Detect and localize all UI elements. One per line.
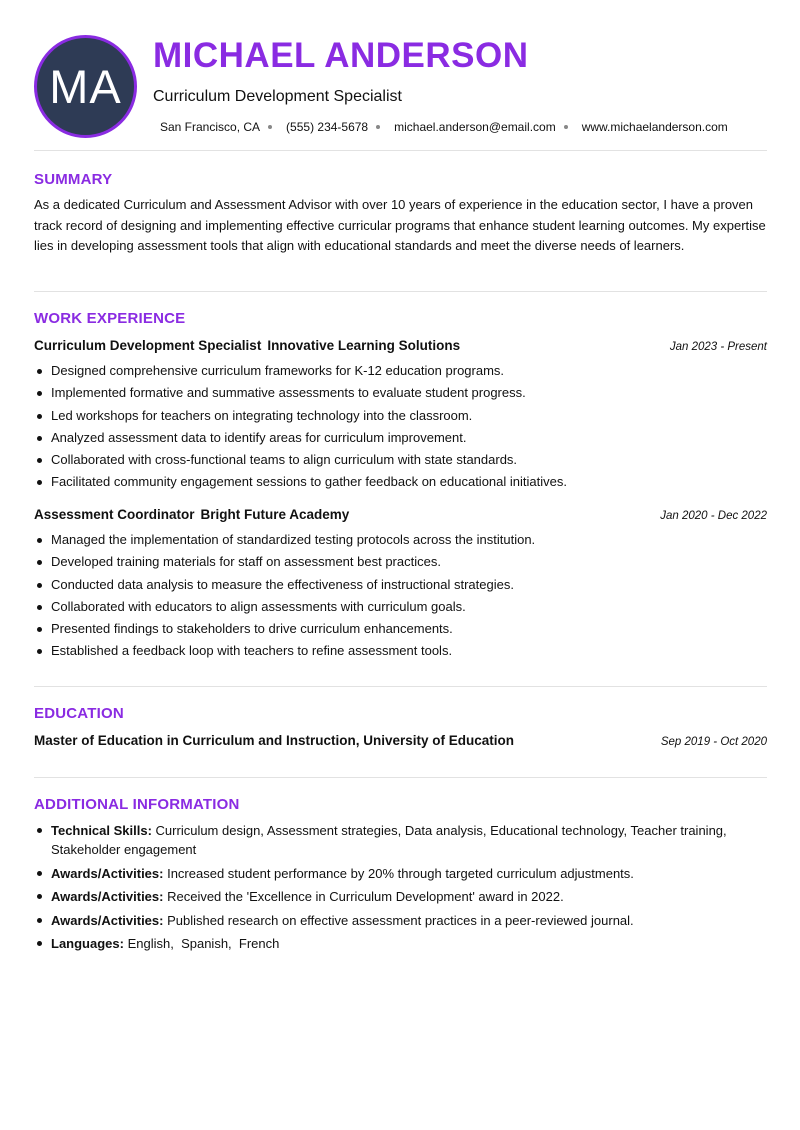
- item-text: Curriculum design, Assessment strategies, Data analysis, Educational technology, Teacher training, Stakeholder engagement: [51, 823, 727, 857]
- summary-text: As a dedicated Curriculum and Assessment Advisor with over 10 years of experience in the education sector, I have a proven track record of designing and implementing effective curricular programs that enhance student learning outcomes. My expertise lies in developing assessment tools that align with educational standards and meet the diverse needs of learners.: [34, 197, 766, 253]
- job-header: [34, 338, 767, 353]
- list-item: Established a feedback loop with teachers to refine assessment tools.: [34, 640, 767, 662]
- job-bullets: [34, 529, 767, 663]
- education-heading: EDUCATION: [34, 705, 124, 722]
- item-text: Received the 'Excellence in Curriculum Development' award in 2022.: [167, 889, 564, 904]
- job-dates: Jan 2020 - Dec 2022: [660, 510, 767, 522]
- additional-heading: ADDITIONAL INFORMATION: [34, 796, 240, 813]
- item-label: Languages:: [51, 936, 124, 951]
- list-item: Collaborated with cross-functional teams to align curriculum with state standards.: [34, 449, 767, 471]
- list-item: Collaborated with educators to align assessments with curriculum goals.: [34, 596, 767, 618]
- list-item: Designed comprehensive curriculum frameworks for K-12 education programs.: [34, 360, 767, 382]
- divider: [34, 291, 767, 292]
- job-role: Assessment Coordinator: [34, 507, 195, 522]
- contact-bar: [160, 120, 728, 134]
- avatar-initials: MA: [49, 60, 122, 113]
- item-text: English, Spanish, French: [127, 936, 280, 951]
- separator-dot: [268, 125, 272, 129]
- contact-location: San Francisco, CA: [160, 120, 261, 134]
- experience-heading: WORK EXPERIENCE: [34, 310, 186, 327]
- list-item: Implemented formative and summative assessments to evaluate student progress.: [34, 382, 767, 404]
- job-company: Bright Future Academy: [200, 507, 350, 522]
- separator-dot: [564, 125, 568, 129]
- list-item: [34, 887, 767, 906]
- list-item: Analyzed assessment data to identify areas for curriculum improvement.: [34, 427, 767, 449]
- job-header: [34, 507, 767, 522]
- item-label: Technical Skills:: [51, 823, 152, 838]
- item-text: Published research on effective assessment practices in a peer-reviewed journal.: [167, 912, 634, 928]
- list-item: Conducted data analysis to measure the effectiveness of instructional strategies.: [34, 574, 767, 596]
- job-role: Curriculum Development Specialist: [34, 338, 262, 353]
- separator-dot: [376, 125, 380, 129]
- list-item: Developed training materials for staff on assessment best practices.: [34, 551, 767, 573]
- additional-list: [34, 821, 767, 958]
- item-label: Awards/Activities:: [51, 912, 164, 928]
- job-dates: Jan 2023 - Present: [669, 341, 767, 353]
- list-item: Led workshops for teachers on integrating technology into the classroom.: [34, 405, 767, 427]
- education-dates: Sep 2019 - Oct 2020: [660, 736, 767, 748]
- education-entry: [34, 733, 767, 748]
- job-bullets: [34, 360, 767, 494]
- divider: [34, 777, 767, 778]
- list-item: Presented findings to stakeholders to drive curriculum enhancements.: [34, 618, 767, 640]
- item-label: Awards/Activities:: [51, 889, 164, 904]
- avatar: [34, 35, 137, 138]
- list-item: Facilitated community engagement sessions to gather feedback on educational initiatives.: [34, 471, 767, 493]
- candidate-name: MICHAEL ANDERSON: [153, 36, 529, 75]
- list-item: Managed the implementation of standardized testing protocols across the institution.: [34, 529, 767, 551]
- list-item: [34, 934, 767, 953]
- list-item: [34, 864, 767, 883]
- contact-phone[interactable]: (555) 234-5678: [286, 120, 369, 134]
- contact-website[interactable]: www.michaelanderson.com: [581, 120, 728, 134]
- degree-title: Master of Education in Curriculum and Instruction, University of Education: [34, 733, 515, 748]
- divider: [34, 686, 767, 687]
- list-item: [34, 911, 767, 930]
- candidate-title: Curriculum Development Specialist: [153, 88, 402, 105]
- item-text: Increased student performance by 20% through targeted curriculum adjustments.: [167, 865, 634, 881]
- summary-heading: SUMMARY: [34, 171, 113, 188]
- list-item: [34, 821, 767, 859]
- job-title: [34, 338, 460, 353]
- job-company: Innovative Learning Solutions: [267, 338, 461, 353]
- job-title: [34, 507, 349, 522]
- divider: [34, 150, 767, 151]
- item-label: Awards/Activities:: [51, 865, 164, 881]
- contact-email[interactable]: michael.anderson@email.com: [394, 120, 556, 134]
